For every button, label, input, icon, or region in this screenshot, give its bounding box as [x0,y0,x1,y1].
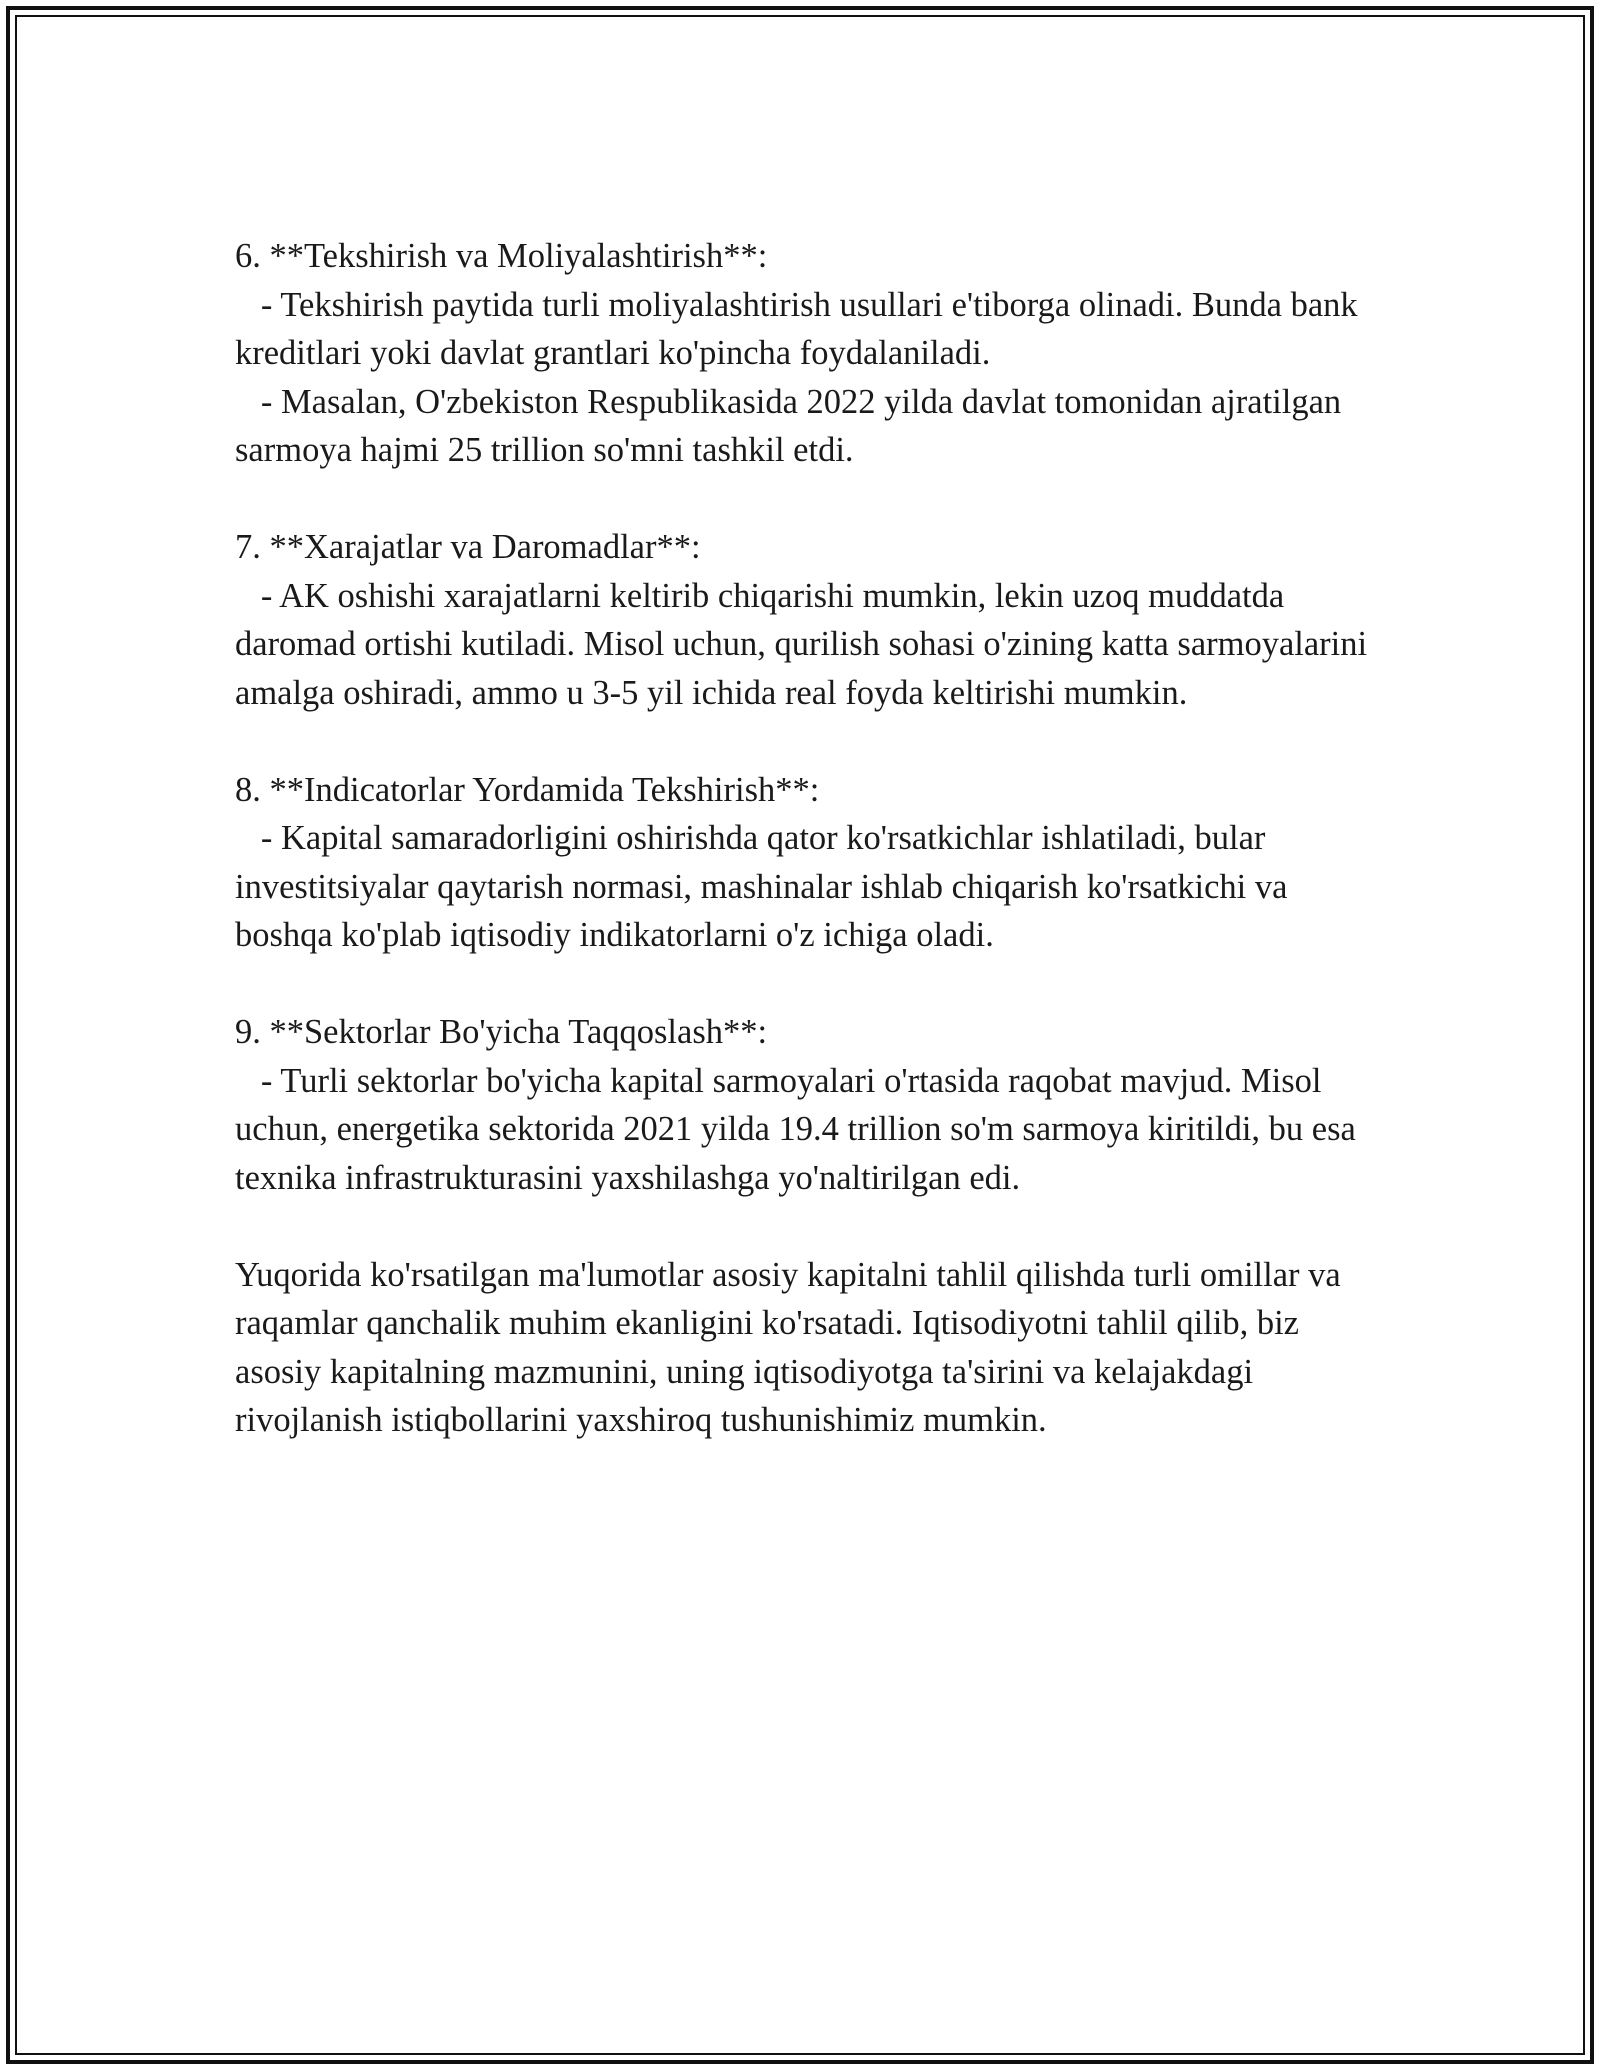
conclusion [235,1251,1385,1445]
section-heading: 9. **Sektorlar Bo'yicha Taqqoslash**: [235,1013,768,1051]
section-6 [235,232,1385,475]
conclusion-paragraph: Yuqorida ko'rsatilgan ma'lumotlar asosiy kapitalni tahlil qilishda turli omillar va raqamlar qanchalik muhim ekanligini ko'rsatadi. Iqtisodiyotni tahlil qilib, biz asosiy kapitalning mazmunini, uning iqtisodiyotga ta'sirini va kelajakdagi rivojlanish istiqbollarini yaxshiroq tushunishimiz mumkin. [235,1255,1350,1439]
section-point: - Masalan, O'zbekiston Respublikasida 2022 yilda davlat tomonidan ajratilgan sarmoya hajmi 25 trillion so'mni tashkil etdi. [235,382,1350,469]
section-heading: 6. **Tekshirish va Moliyalashtirish**: [235,237,768,275]
section-7 [235,523,1385,717]
section-8 [235,766,1385,960]
section-point: - AK oshishi xarajatlarni keltirib chiqarishi mumkin, lekin uzoq muddatda daromad ortishi kutiladi. Misol uchun, qurilish sohasi o'zining katta sarmoyalarini amalga oshiradi, ammo u 3-5 yil ichida real foyda keltirishi mumkin. [235,576,1376,712]
section-point: - Turli sektorlar bo'yicha kapital sarmoyalari o'rtasida raqobat mavjud. Misol uchun, energetika sektorida 2021 yilda 19.4 trillion so'm sarmoya kiritildi, bu esa texnika infrastrukturasini yaxshilashga yo'naltirilgan edi. [235,1061,1365,1197]
section-heading: 7. **Xarajatlar va Daromadlar**: [235,528,701,566]
section-heading: 8. **Indicatorlar Yordamida Tekshirish**: [235,770,820,809]
section-point: - Kapital samaradorligini oshirishda qator ko'rsatkichlar ishlatiladi, bular investitsiyalar qaytarish normasi, mashinalar ishlab chiqarish ko'rsatkichi va boshqa ko'plab iqtisodiy indikatorlarni o'z ichiga oladi. [235,819,1297,954]
document-body [235,232,1385,1493]
section-9 [235,1008,1385,1202]
section-point: - Tekshirish paytida turli moliyalashtirish usullari e'tiborga olinadi. Bunda bank kreditlari yoki davlat grantlari ko'pincha foydalaniladi. [235,285,1367,372]
